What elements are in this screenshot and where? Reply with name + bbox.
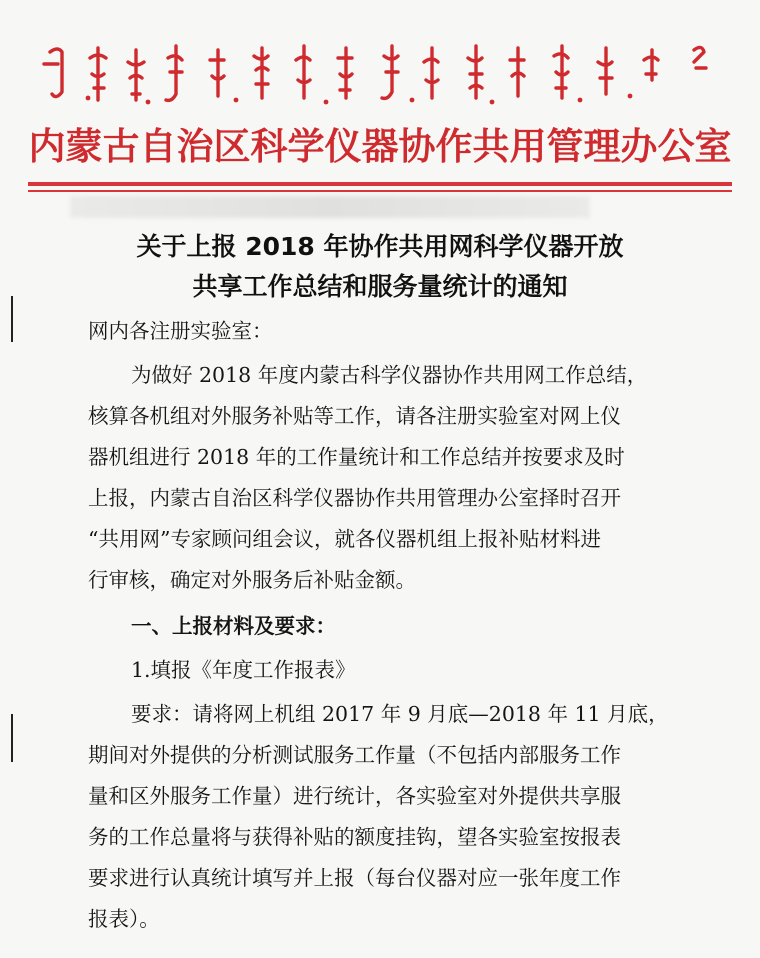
- mongolian-script-header: [40, 40, 720, 112]
- paragraph1-line-3: 器机组进行 2018 年的工作量统计和工作总结并按要求及时: [88, 445, 625, 469]
- paragraph2-line-3: 量和区外服务工作量）进行统计，各实验室对外提供共享服: [88, 784, 621, 808]
- scan-margin-mark: [11, 296, 13, 342]
- document-title-line-1: 关于上报 2018 年协作共用网科学仪器开放: [136, 232, 624, 261]
- paragraph2-line-1: 要求：请将网上机组 2017 年 9 月底—2018 年 11 月底，: [131, 702, 669, 726]
- bleed-through-shadow: [70, 196, 590, 218]
- paragraph2-line-4: 务的工作总量将与获得补贴的额度挂钩，望各实验室按报表: [88, 825, 621, 849]
- paragraph2-line-2: 期间对外提供的分析测试服务工作量（不包括内部服务工作: [88, 743, 621, 767]
- paragraph2-line-6: 报表）。: [88, 907, 160, 931]
- organization-name: 内蒙古自治区科学仪器协作共用管理办公室: [28, 125, 732, 168]
- document-title-line-2: 共享工作总结和服务量统计的通知: [192, 272, 568, 301]
- header-rule-thin: [28, 190, 732, 192]
- paragraph2-line-5: 要求进行认真统计填写并上报（每台仪器对应一张年度工作: [88, 866, 621, 890]
- scan-margin-mark: [11, 714, 13, 762]
- item-1: 1.填报《年度工作报表》: [131, 658, 356, 682]
- paragraph1-line-4: 上报，内蒙古自治区科学仪器协作共用管理办公室择时召开: [88, 486, 621, 510]
- paragraph1-line-1: 为做好 2018 年度内蒙古科学仪器协作共用网工作总结，: [131, 363, 648, 387]
- section-heading-1: 一、上报材料及要求：: [131, 614, 336, 638]
- paragraph1-line-2: 核算各机组对外服务补贴等工作，请各注册实验室对网上仪: [88, 404, 621, 428]
- header-rule-thick: [28, 182, 732, 186]
- paragraph1-line-6: 行审核，确定对外服务后补贴金额。: [88, 568, 416, 592]
- paragraph1-line-5: “共用网”专家顾问组会议，就各仪器机组上报补贴材料进: [88, 527, 601, 551]
- salutation: 网内各注册实验室：: [88, 319, 273, 343]
